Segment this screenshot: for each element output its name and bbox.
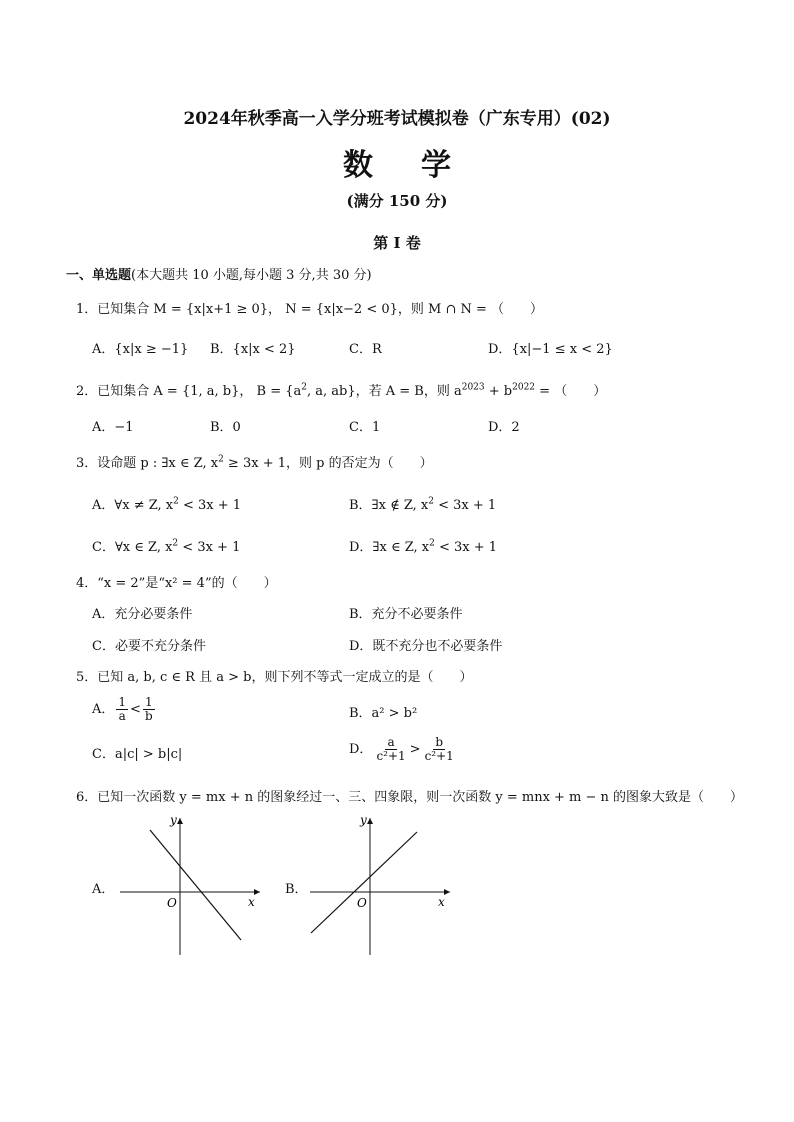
question-text: “x = 2”是“x² = 4”的（ ） xyxy=(97,576,277,591)
option-a: A． $\frac{1}{a}$ < $\frac{1}{b}$ xyxy=(92,695,153,723)
graph-a xyxy=(115,810,265,960)
origin-label: O xyxy=(167,896,177,910)
question-4 xyxy=(76,572,277,591)
graph-b-label: B． xyxy=(285,882,308,897)
question-text: 已知集合 M = {x|x+1 ≥ 0}， N = {x|x−2 < 0}，则 M ∩ N = （ ） xyxy=(97,302,544,317)
option-b: B．0 xyxy=(210,420,241,435)
option-d: D． $\frac{a}{\text{c²+1}}$ > $\frac{b}{\text{c²+1}}$ xyxy=(349,735,454,763)
question-number: 3． xyxy=(76,456,98,471)
question-2: 2．已知集合 A = {1, a, b}， $B = \{a^2$, a, ab}，若 A = B，则 $a^{2023} + b^{2022}$ = （ ） xyxy=(76,382,607,399)
section-desc: (本大题共 10 小题,每小题 3 分,共 30 分) xyxy=(131,268,372,283)
graph-a-label: A． xyxy=(92,882,115,897)
option-b: B．a² > b² xyxy=(349,706,418,721)
option-d: D．既不充分也不必要条件 xyxy=(349,639,503,654)
question-3: 3．设命题 p : ∃x ∈ Z, $x^2 \ge 3x + 1$，则 p 的否定为（ ） xyxy=(76,454,433,471)
option-a: A．−1 xyxy=(92,420,134,435)
question-text: 已知 a, b, c ∈ R 且 a > b，则下列不等式一定成立的是（ ） xyxy=(97,670,473,685)
origin-label: O xyxy=(357,896,367,910)
subject-title: 数学 xyxy=(343,148,499,183)
question-number: 2． xyxy=(76,384,98,399)
y-label: y xyxy=(170,813,177,827)
option-c: C．必要不充分条件 xyxy=(92,639,206,654)
y-arrow xyxy=(177,818,183,824)
section-label: 一、单选题 xyxy=(66,268,132,283)
section-header xyxy=(66,264,372,283)
option-c: C．R xyxy=(349,342,382,357)
question-number: 4． xyxy=(76,576,98,591)
option-a: A．{x|x ≥ −1} xyxy=(92,342,189,357)
fraction: $\frac{b}{\text{c²+1}}$ xyxy=(424,735,454,763)
fraction: $\frac{1}{a}$ xyxy=(118,695,127,723)
option-b: B．{x|x < 2} xyxy=(210,342,296,357)
function-line xyxy=(150,830,241,940)
option-d: D．2 xyxy=(488,420,520,435)
option-c: C．1 xyxy=(349,420,381,435)
question-5 xyxy=(76,666,472,685)
page-title: 2024年秋季高一入学分班考试模拟卷（广东专用）(02) xyxy=(183,109,611,129)
x-label: x xyxy=(438,895,445,909)
option-c: C．a|c| > b|c| xyxy=(92,747,183,762)
y-arrow xyxy=(367,818,373,824)
fraction: $\frac{1}{b}$ xyxy=(144,695,153,723)
score-note: (满分 150 分) xyxy=(346,192,448,210)
fraction: $\frac{a}{\text{c²+1}}$ xyxy=(376,735,406,763)
question-number: 5． xyxy=(76,670,98,685)
graph-b xyxy=(305,810,455,960)
question-6 xyxy=(76,786,743,805)
option-c: C．∀x ∈ Z, $x^2 < 3x + 1$ xyxy=(92,538,241,555)
y-label: y xyxy=(360,813,367,827)
x-label: x xyxy=(248,895,255,909)
question-number: 6． xyxy=(76,790,98,805)
option-d: D．{x|−1 ≤ x < 2} xyxy=(488,342,613,357)
question-1 xyxy=(76,298,543,317)
x-arrow xyxy=(444,889,450,895)
volume-title: 第 I 卷 xyxy=(373,234,421,252)
x-arrow xyxy=(254,889,260,895)
function-line xyxy=(311,832,417,933)
question-number: 1． xyxy=(76,302,98,317)
option-a: A．充分必要条件 xyxy=(92,607,193,622)
option-d: D．∃x ∈ Z, $x^2 < 3x + 1$ xyxy=(349,538,498,555)
option-a: A．∀x ≠ Z, $x^2 < 3x + 1$ xyxy=(92,496,242,513)
question-text: 已知一次函数 y = mx + n 的图象经过一、三、四象限，则一次函数 y = mnx + m − n 的图象大致是（ ） xyxy=(97,790,744,805)
option-b: B．充分不必要条件 xyxy=(349,607,463,622)
option-b: B．∃x ∉ Z, $x^2 < 3x + 1$ xyxy=(349,496,497,513)
